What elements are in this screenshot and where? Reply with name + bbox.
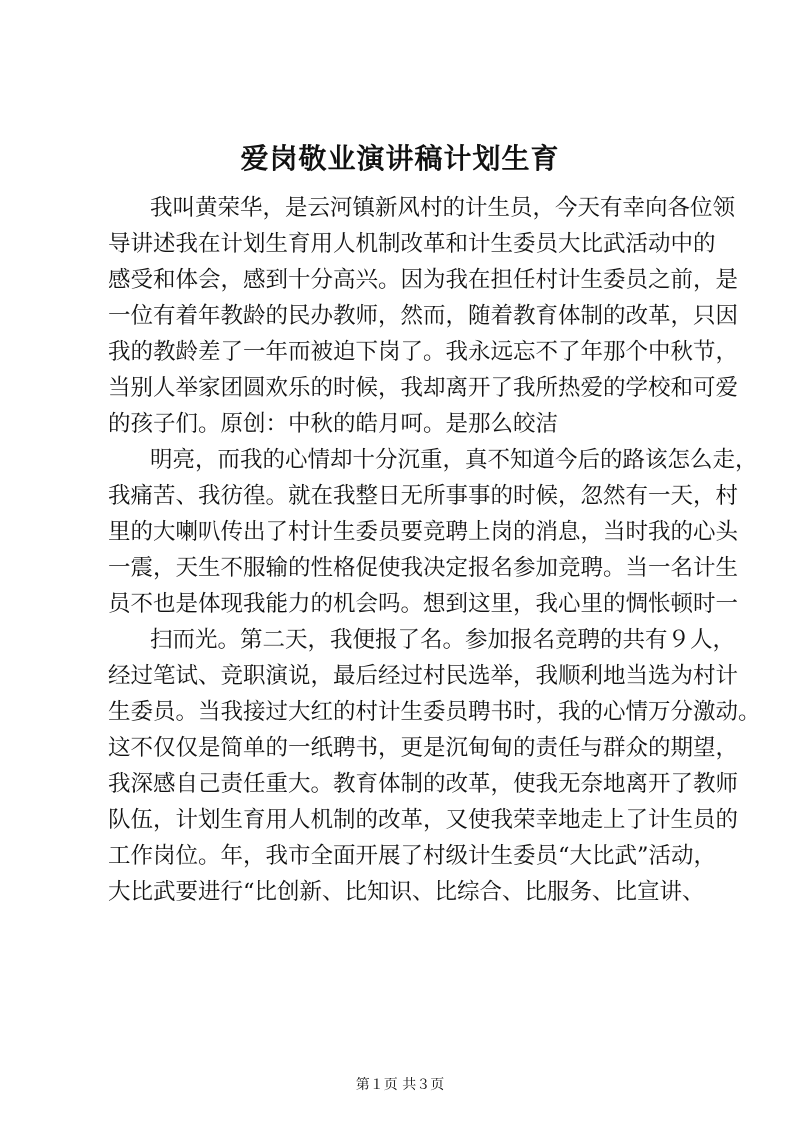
body-line: 生委员。当我接过大红的村计生委员聘书时，我的心情万分激动。 [108,699,761,725]
body-line: 队伍，计划生育用人机制的改革，又使我荣幸地走上了计生员的 [108,807,739,833]
body-line: 明亮，而我的心情却十分沉重，真不知道今后的路该怎么走， [150,447,758,473]
body-line: 感受和体会，感到十分高兴。因为我在担任村计生委员之前，是 [108,267,739,293]
body-line: 我痛苦、我彷徨。就在我整日无所事事的时候，忽然有一天，村 [108,483,739,509]
body-line: 员不也是体现我能力的机会吗。想到这里，我心里的惆怅顿时一 [108,591,739,617]
body-line: 工作岗位。年，我市全面开展了村级计生委员“大比武”活动， [108,843,717,869]
body-line: 导讲述我在计划生育用人机制改革和计生委员大比武活动中的 [108,231,716,257]
page-footer: 第１页 共３页 [355,1077,445,1093]
body-line: 的孩子们。原创：中秋的皓月呵。是那么皎洁 [108,411,559,437]
body-line: 里的大喇叭传出了村计生委员要竞聘上岗的消息，当时我的心头 [108,519,739,545]
body-line: 我的教龄差了一年而被迫下岗了。我永远忘不了年那个中秋节， [108,339,739,365]
body-line: 一位有着年教龄的民办教师，然而，随着教育体制的改革，只因 [108,303,739,329]
body-line: 当别人举家团圆欢乐的时候，我却离开了我所热爱的学校和可爱 [108,375,739,401]
body-line: 这不仅仅是简单的一纸聘书，更是沉甸甸的责任与群众的期望， [108,735,739,761]
body-line: 经过笔试、竞职演说，最后经过村民选举，我顺利地当选为村计 [108,663,739,689]
body-line: 一震，天生不服输的性格促使我决定报名参加竞聘。当一名计生 [108,555,739,581]
body-line: 扫而光。第二天，我便报了名。参加报名竞聘的共有９人， [150,627,736,653]
body-line: 大比武要进行“比创新、比知识、比综合、比服务、比宣讲、 [108,879,705,905]
body-line: 我叫黄荣华，是云河镇新风村的计生员，今天有幸向各位领 [150,195,736,221]
document-title: 爱岗敬业演讲稿计划生育 [240,142,560,175]
body-line: 我深感自己责任重大。教育体制的改革，使我无奈地离开了教师 [108,771,739,797]
